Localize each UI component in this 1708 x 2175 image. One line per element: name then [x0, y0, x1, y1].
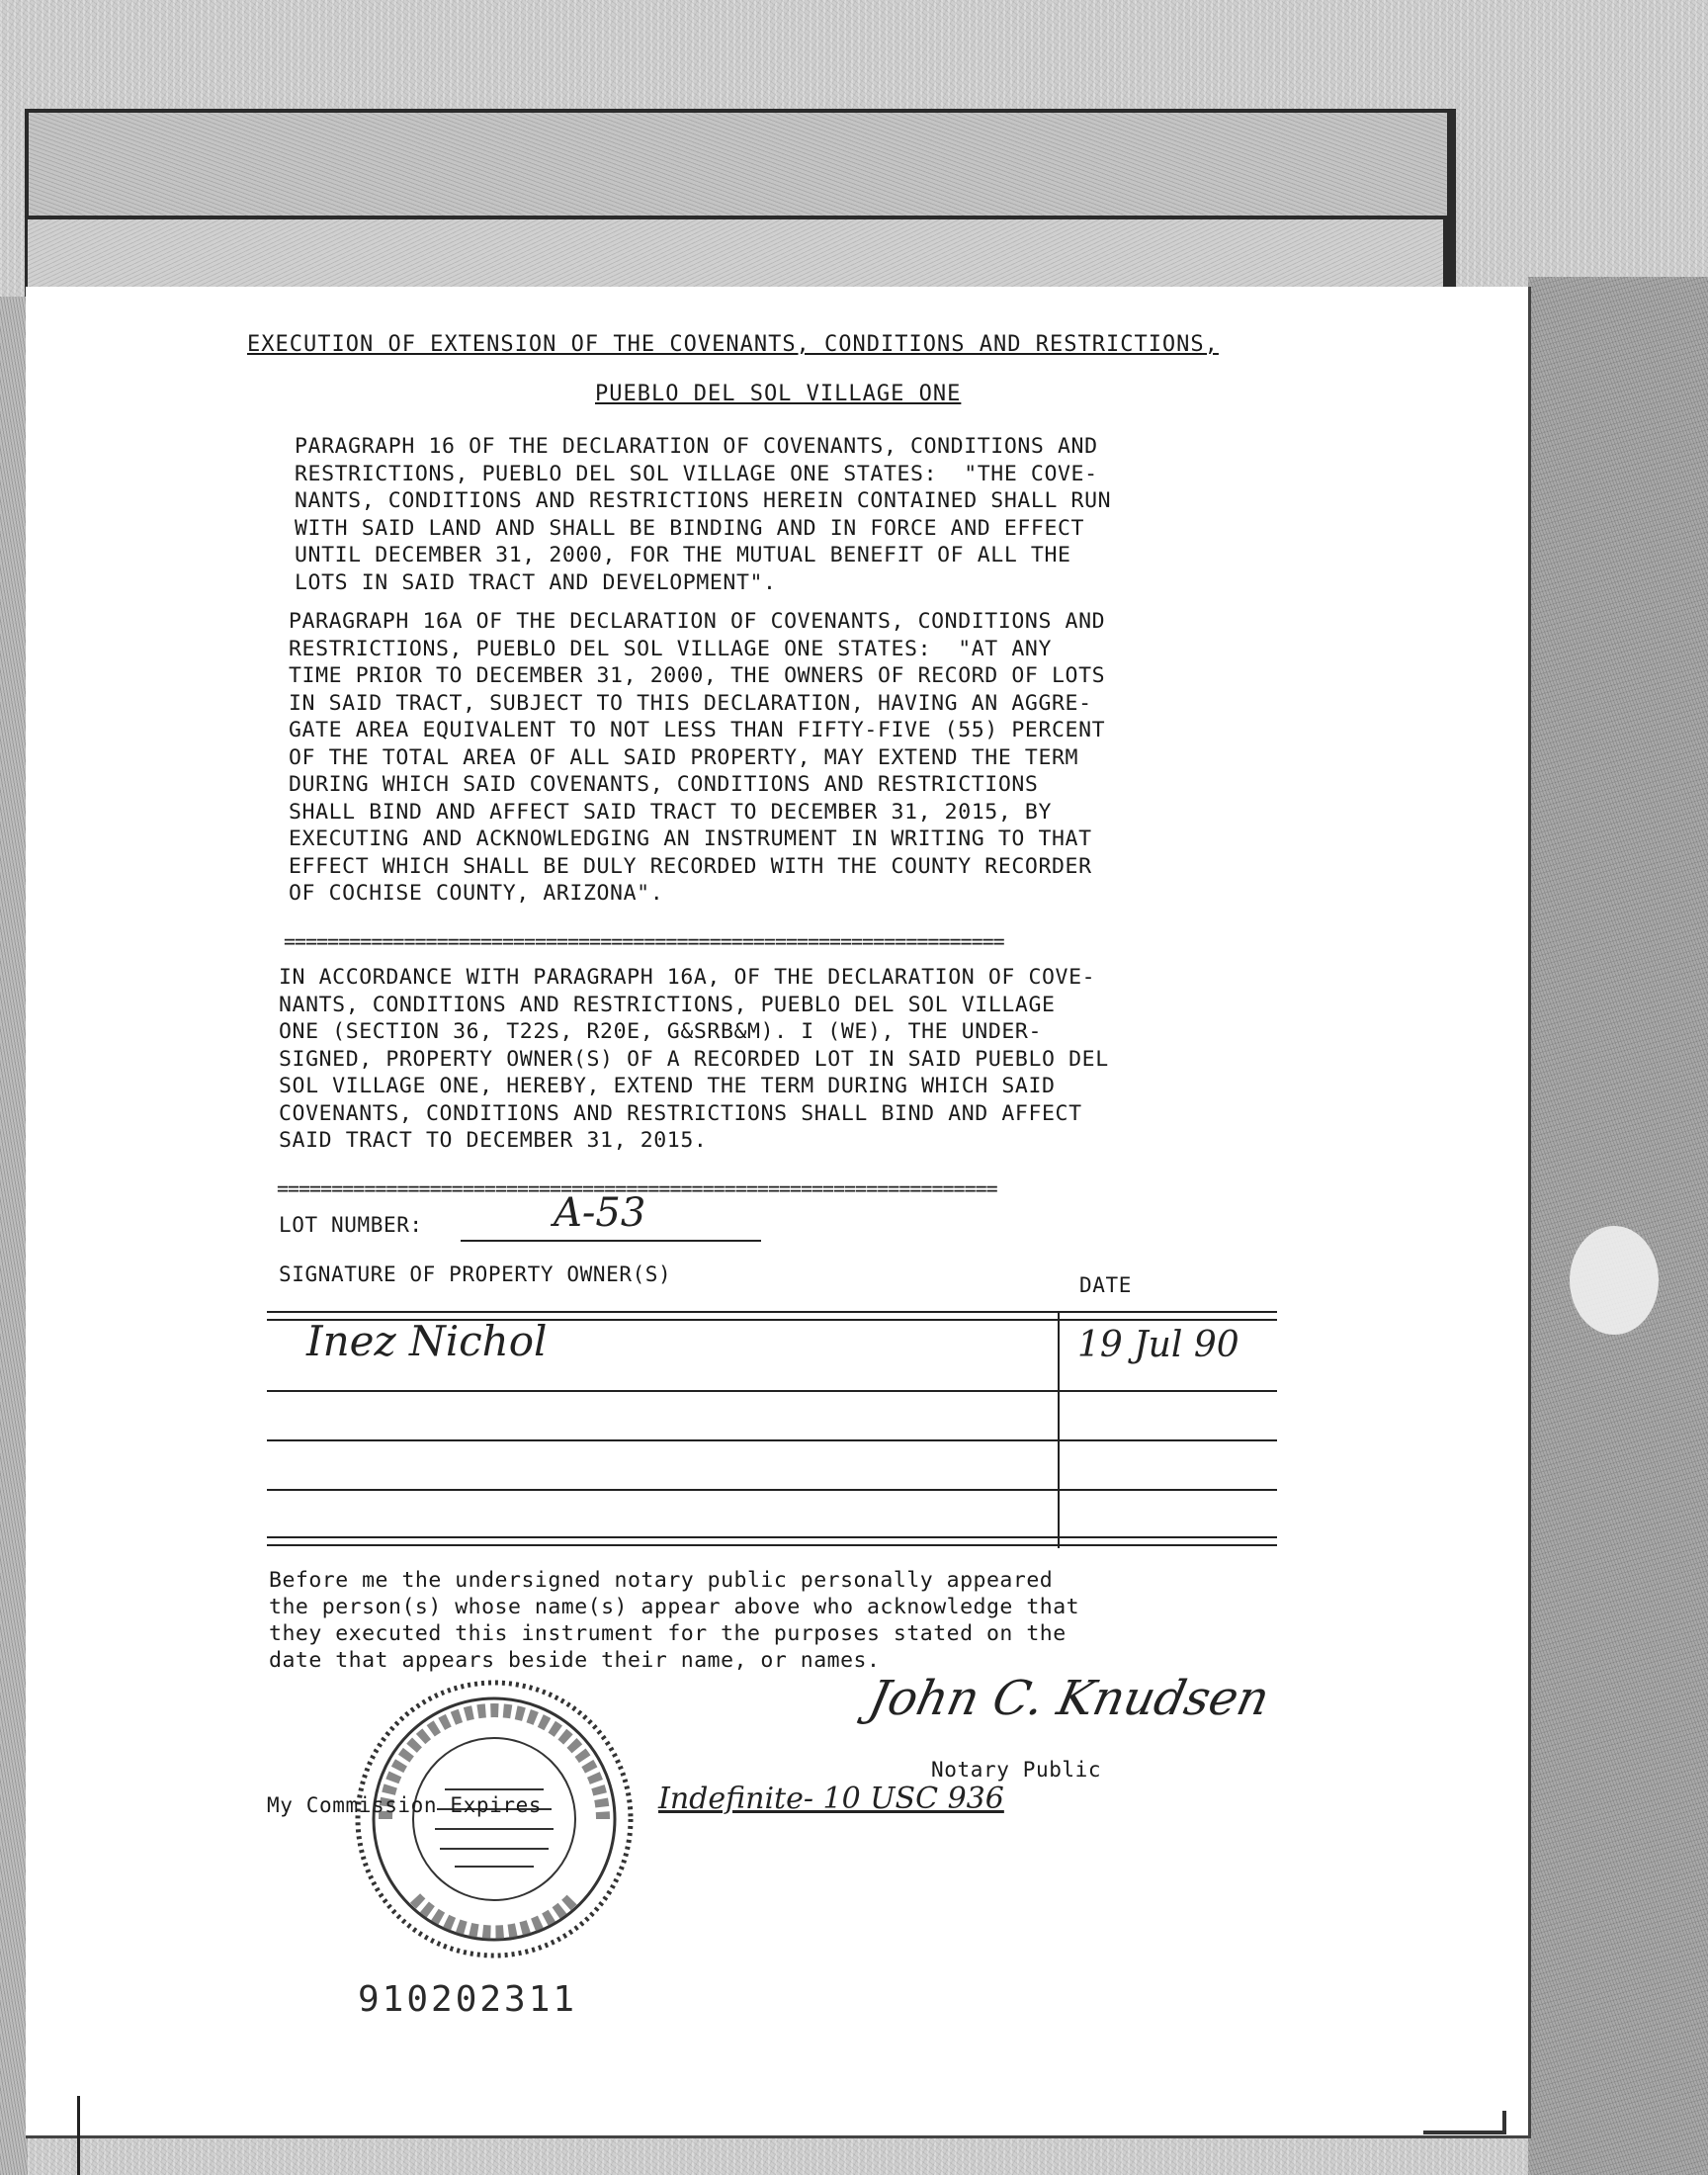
date-header: DATE [1079, 1273, 1132, 1297]
notary-signature: John C. Knudsen [864, 1671, 1275, 1726]
notary-seal-icon [346, 1671, 642, 1967]
punch-hole [1570, 1226, 1659, 1335]
margin-mark [77, 2096, 80, 2175]
paragraph-16: PARAGRAPH 16 OF THE DECLARATION OF COVENANTS, CONDITIONS AND RESTRICTIONS, PUEBLO DEL SOL VILLAGE ONE STATES: "THE COVE- NANTS, CONDITIONS AND RESTRICTIONS HEREIN CONTAINED SHALL RUN WITH SAID LAND AND SHALL BE BINDING AND IN FORCE AND EFFECT UNTIL DECEMBER 31, 2000, FOR THE MUTUAL BENEFIT OF ALL THE LOTS IN SAID TRACT AND DEVELOPMENT". [295, 434, 1112, 595]
scan-left-edge [0, 297, 28, 2175]
page-corner-mark [1423, 2111, 1506, 2134]
owner-signature-date: 19 Jul 90 [1077, 1325, 1239, 1365]
commission-expires-value: Indefinite- 10 USC 936 [658, 1782, 1004, 1816]
document-subtitle: PUEBLO DEL SOL VILLAGE ONE [595, 382, 962, 406]
divider-line: ================================================================== [277, 1176, 997, 1200]
notary-public-label: Notary Public [931, 1758, 1102, 1782]
table-rule [267, 1544, 1277, 1546]
signature-header: SIGNATURE OF PROPERTY OWNER(S) [279, 1262, 672, 1286]
divider-line: ================================================================== [284, 929, 1004, 953]
document-number: 910202311 [358, 1979, 578, 2020]
lot-number-label: LOT NUMBER: [279, 1213, 423, 1237]
document-title: EXECUTION OF EXTENSION OF THE COVENANTS, CONDITIONS AND RESTRICTIONS, [247, 332, 1219, 357]
owner-signature: Inez Nichol [306, 1317, 548, 1365]
lot-number-line [461, 1240, 761, 1242]
commission-expires-label: My Commission Expires [267, 1793, 543, 1817]
signature-table [267, 1311, 1277, 1548]
lot-number-value: A-53 [554, 1190, 646, 1236]
table-column-divider [1058, 1311, 1060, 1548]
table-rule [267, 1390, 1277, 1392]
table-rule [267, 1311, 1277, 1313]
table-rule [267, 1439, 1277, 1441]
accordance-paragraph: IN ACCORDANCE WITH PARAGRAPH 16A, OF THE DECLARATION OF COVE- NANTS, CONDITIONS AND RESTRICTIONS, PUEBLO DEL SOL VILLAGE ONE (SECTION 36, T22S, R20E, G&SRB&M). I (WE), THE UNDER- SIGNED, PROPERTY OWNER(S) OF A RECORDED LOT IN SAID PUEBLO DEL SOL VILLAGE ONE, HEREBY, EXTEND THE TERM DURING WHICH SAID COVENANTS, CONDITIONS AND RESTRICTIONS SHALL BIND AND AFFECT SAID TRACT TO DECEMBER 31, 2015. [279, 965, 1109, 1153]
table-rule [267, 1536, 1277, 1538]
notary-acknowledgement: Before me the undersigned notary public personally appeared the person(s) whose name(s) appear above who acknowledge that they executed this instrument for the purposes stated on the date that appears beside their name, or names. [269, 1568, 1080, 1673]
paragraph-16a: PARAGRAPH 16A OF THE DECLARATION OF COVENANTS, CONDITIONS AND RESTRICTIONS, PUEBLO DEL SOL VILLAGE ONE STATES: "AT ANY TIME PRIOR TO DECEMBER 31, 2000, THE OWNERS OF RECORD OF LOTS IN SAID TRACT, SUBJECT TO THIS DECLARATION, HAVING AN AGGRE- GATE AREA EQUIVALENT TO NOT LESS THAN FIFTY-FIVE (55) PERCENT OF THE TOTAL AREA OF ALL SAID PROPERTY, MAY EXTEND THE TERM DURING WHICH SAID COVENANTS, CONDITIONS AND RESTRICTIONS SHALL BIND AND AFFECT SAID TRACT TO DECEMBER 31, 2015, BY EXECUTING AND ACKNOWLEDGING AN INSTRUMENT IN WRITING TO THAT EFFECT WHICH SHALL BE DULY RECORDED WITH THE COUNTY RECORDER OF COCHISE COUNTY, ARIZONA". [289, 609, 1106, 906]
table-rule [267, 1489, 1277, 1491]
